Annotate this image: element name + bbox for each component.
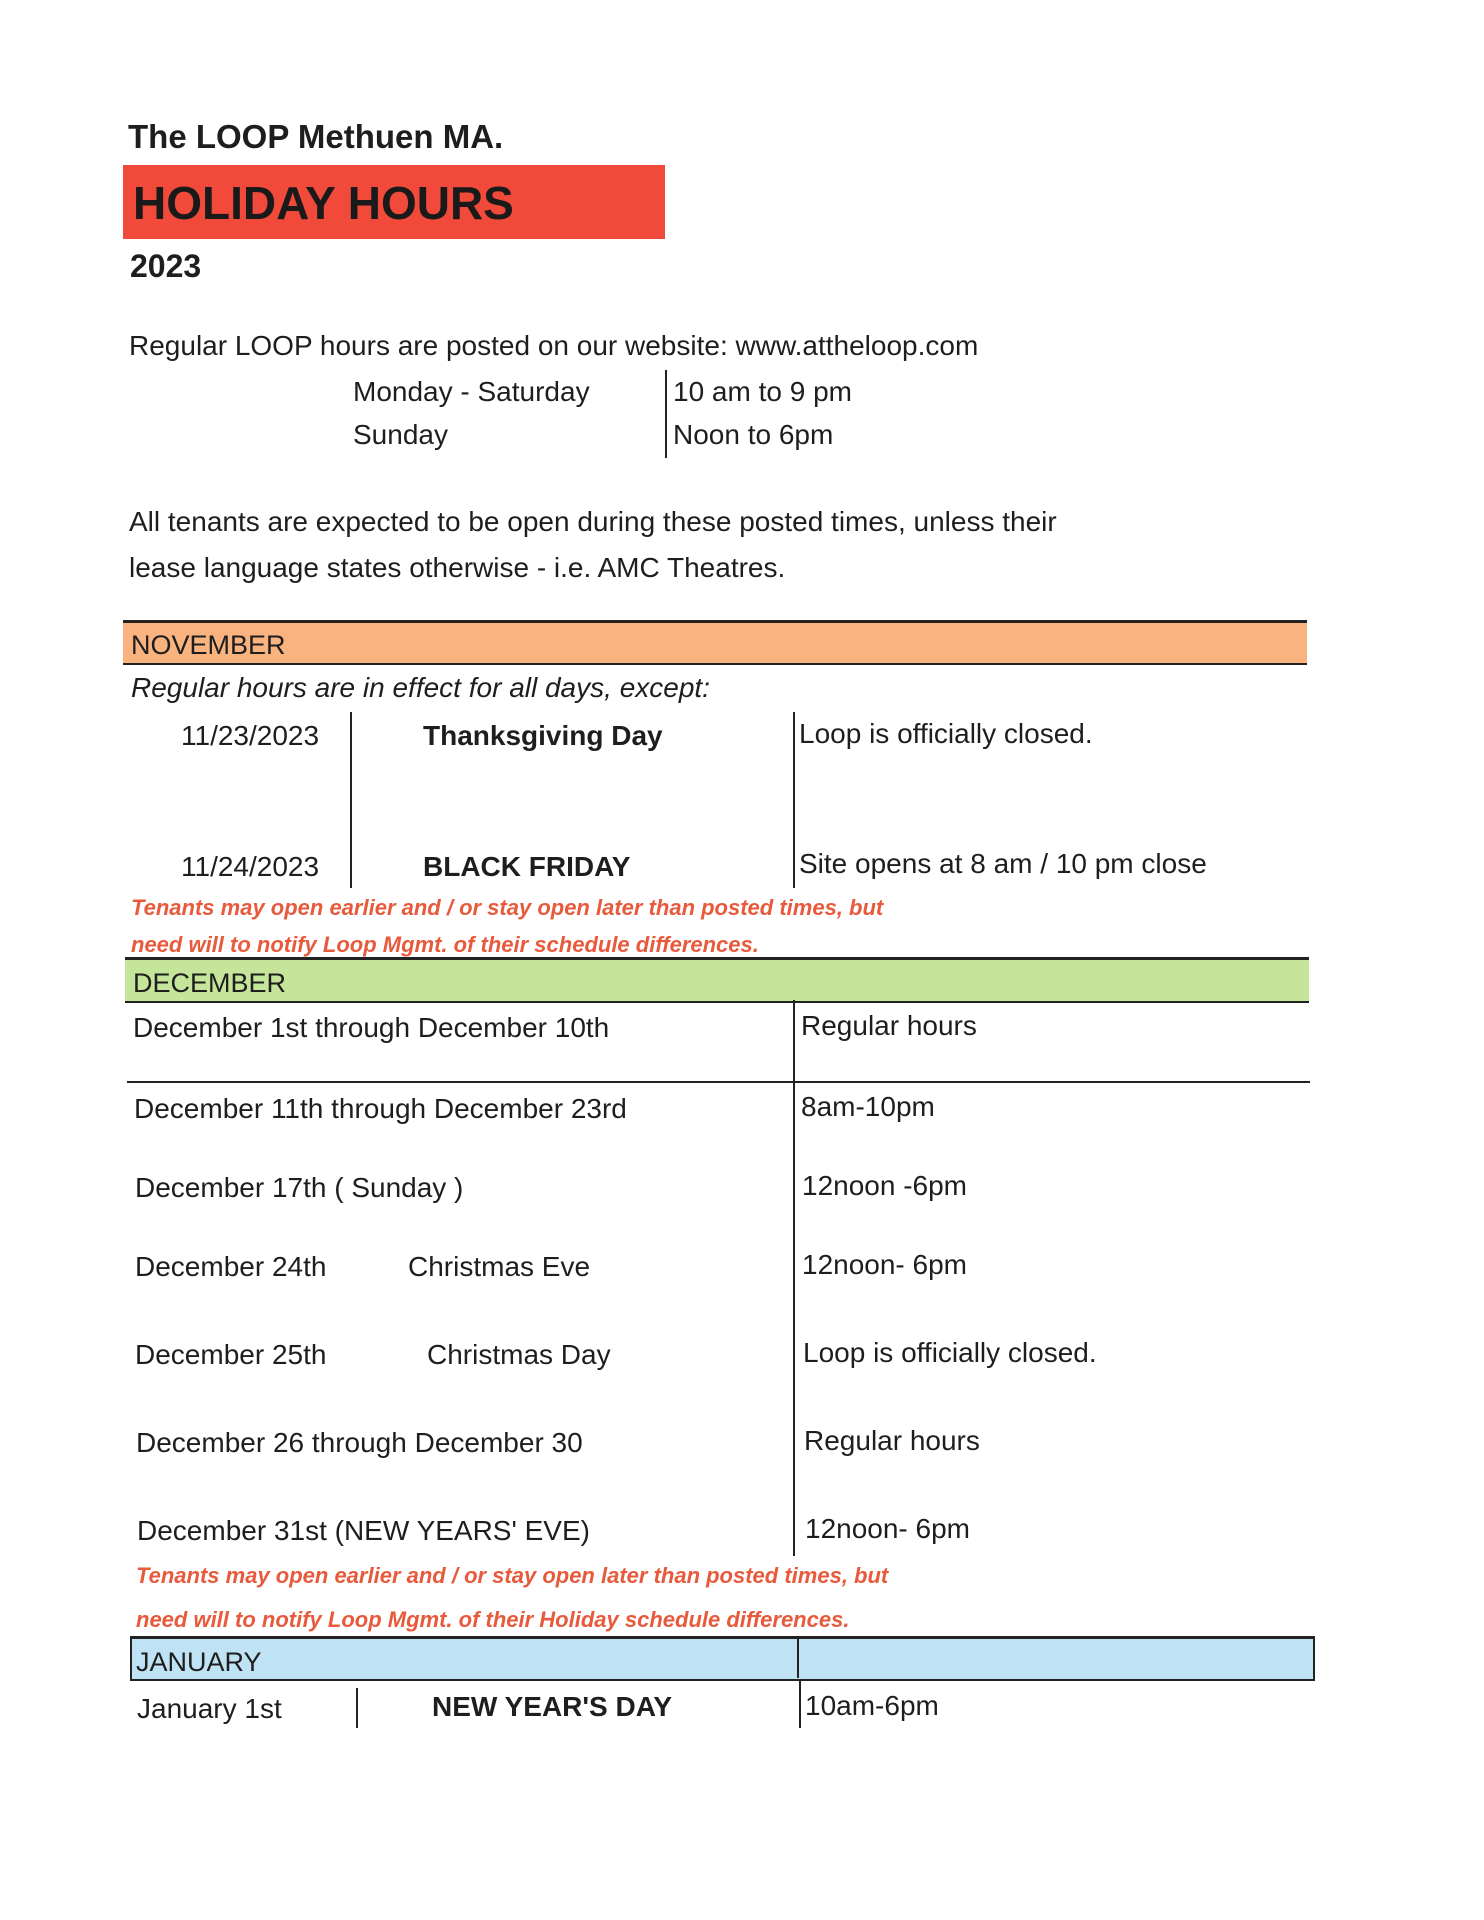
- november-row-date: 11/23/2023: [181, 720, 320, 751]
- january-band: [130, 1636, 1315, 1681]
- january-row-name: NEW YEAR'S DAY: [432, 1691, 673, 1722]
- december-row-hours: 12noon- 6pm: [802, 1249, 968, 1280]
- december-row-hours: Regular hours: [801, 1010, 977, 1041]
- december-row-hours: 8am-10pm: [801, 1091, 935, 1122]
- december-row-period: December 31st (NEW YEARS' EVE): [137, 1515, 590, 1546]
- december-row-name: Christmas Day: [427, 1339, 611, 1370]
- january-hours-divider: [799, 1680, 801, 1728]
- december-row-hours: Regular hours: [804, 1425, 980, 1456]
- tenants-line-1: All tenants are expected to be open during these posted times, unless their: [129, 506, 1057, 537]
- banner-title: HOLIDAY HOURS: [133, 177, 514, 229]
- regular-days-mon-sat: Monday - Saturday: [353, 376, 590, 407]
- january-band-divider: [797, 1638, 799, 1678]
- january-row-hours: 10am-6pm: [805, 1690, 939, 1721]
- regular-hours-mon-sat: 10 am to 9 pm: [673, 376, 852, 407]
- november-date-divider: [350, 712, 352, 888]
- december-note-line-2: need will to notify Loop Mgmt. of their Holiday schedule differences.: [136, 1607, 850, 1632]
- november-note-line-2: need will to notify Loop Mgmt. of their schedule differences.: [131, 932, 759, 957]
- december-row-hours: 12noon- 6pm: [805, 1513, 971, 1544]
- november-label: NOVEMBER: [131, 630, 286, 660]
- december-row-hours: Loop is officially closed.: [803, 1337, 1097, 1368]
- location-title: The LOOP Methuen MA.: [128, 118, 504, 155]
- tenants-line-2: lease language states otherwise - i.e. AMC Theatres.: [129, 552, 786, 583]
- regular-hours-sunday: Noon to 6pm: [673, 419, 834, 450]
- december-row-period: December 1st through December 10th: [133, 1012, 610, 1043]
- december-row-hours: 12noon -6pm: [802, 1170, 968, 1201]
- year-label: 2023: [130, 248, 202, 284]
- december-row-period: December 24th: [135, 1251, 327, 1282]
- november-band: [123, 620, 1307, 665]
- november-hours-divider: [793, 712, 795, 888]
- website-line: Regular LOOP hours are posted on our website: www.attheloop.com: [129, 330, 979, 361]
- december-row-divider: [127, 1081, 1310, 1083]
- december-row-name: Christmas Eve: [408, 1251, 591, 1282]
- november-row-hours: Site opens at 8 am / 10 pm close: [799, 848, 1207, 879]
- november-note-line-1: Tenants may open earlier and / or stay open later than posted times, but: [131, 895, 884, 920]
- regular-days-sunday: Sunday: [353, 419, 448, 450]
- december-label: DECEMBER: [133, 968, 287, 998]
- november-row-date: 11/24/2023: [181, 851, 320, 882]
- november-row-name: Thanksgiving Day: [423, 720, 663, 751]
- november-row-name: BLACK FRIDAY: [423, 851, 631, 882]
- november-row-hours: Loop is officially closed.: [799, 718, 1093, 749]
- december-row-period: December 26 through December 30: [136, 1427, 583, 1458]
- december-band: [125, 957, 1309, 1003]
- december-note-line-1: Tenants may open earlier and / or stay open later than posted times, but: [136, 1563, 889, 1588]
- january-row-date: January 1st: [137, 1693, 282, 1724]
- january-date-divider: [356, 1688, 358, 1728]
- december-row-period: December 25th: [135, 1339, 327, 1370]
- november-subtitle: Regular hours are in effect for all days, except:: [131, 672, 710, 703]
- december-hours-divider: [793, 1000, 795, 1556]
- december-row-period: December 17th ( Sunday ): [135, 1172, 464, 1203]
- regular-hours-divider: [665, 370, 667, 458]
- january-label: JANUARY: [136, 1647, 262, 1677]
- december-row-period: December 11th through December 23rd: [134, 1093, 627, 1124]
